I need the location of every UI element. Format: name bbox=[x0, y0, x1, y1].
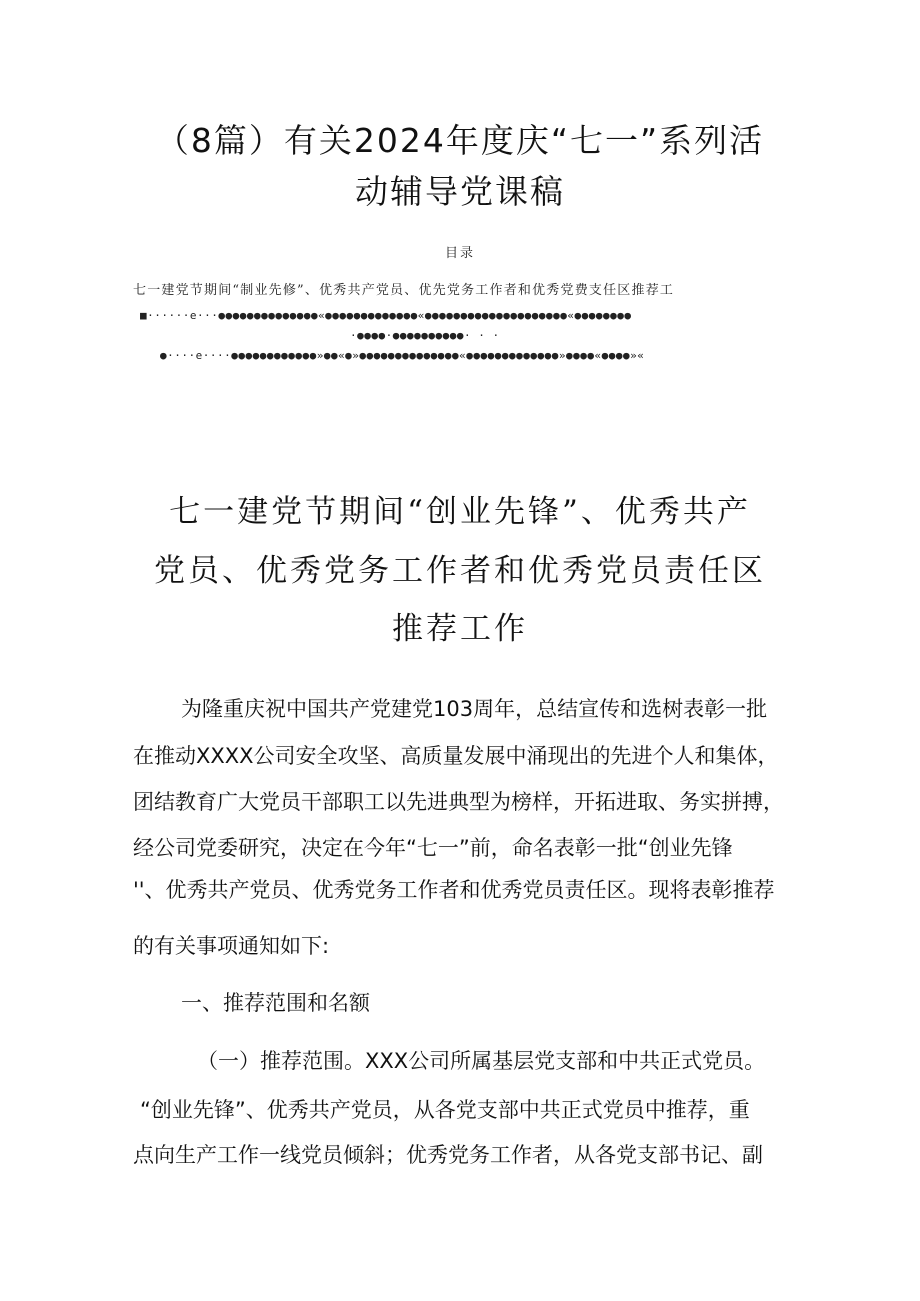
body-line-4: 经公司党委研究，决定在今年“七一”前，命名表彰一批“创业先锋 bbox=[133, 836, 733, 860]
body-line-7: （一）推荐范围。XXX公司所属基层党支部和中共正式党员。 bbox=[197, 1049, 766, 1073]
section-title-line-3: 推荐工作 bbox=[392, 611, 528, 647]
body-line-8: “创业先锋”、优秀共产党员，从各党支部中共正式党员中推荐，重 bbox=[140, 1098, 750, 1122]
body-line-3: 团结教育广大党员干部职工以先进典型为榜样，开拓进取、务实拼搏， bbox=[133, 790, 784, 814]
section-title-line-1: 七一建党节期间“创业先锋”、优秀共产 bbox=[169, 494, 751, 530]
body-line-5: ''、优秀共产党员、优秀党务工作者和优秀党员责任区。现将表彰推荐 bbox=[133, 878, 775, 902]
toc-leader-row-1: ■······e···●●●●●●●●●●●●●●«●●●●●●●●●●●●●«●●●●●●●●●●●●●●●●●●●●«●●●●●●●● bbox=[140, 309, 632, 322]
document-title-line-1: （8篇）有关2024年度庆“七一”系列活 bbox=[155, 121, 765, 160]
body-line-1: 为隆重庆祝中国共产党建党103周年，总结宣传和选树表彰一批 bbox=[181, 697, 768, 721]
body-line-6: 的有关事项通知如下: bbox=[133, 934, 330, 958]
body-line-9: 点向生产工作一线党员倾斜；优秀党务工作者，从各党支部书记、副 bbox=[133, 1143, 763, 1167]
toc-leader-row-2: ·●●●●·●●●●●●●●●●· · · bbox=[350, 329, 500, 342]
document-title-line-2: 动辅导党课稿 bbox=[355, 172, 565, 211]
toc-leader-row-3: ●····e····●●●●●●●●●●●●»●●«●»●●●●●●●●●●●●●●«●●●●●●●●●●●●●»●●●●«●●●●»« bbox=[160, 349, 645, 362]
toc-entry[interactable]: 七一建党节期间“制业先修”、优秀共产党员、优先党务工作者和优秀党费支任区推荐工 bbox=[133, 283, 675, 298]
body-line-2: 在推动XXXX公司安全攻坚、高质量发展中涌现出的先进个人和集体， bbox=[133, 744, 779, 768]
section-title-line-2: 党员、优秀党务工作者和优秀党员责任区 bbox=[154, 553, 766, 589]
toc-heading: 目录 bbox=[444, 246, 475, 261]
body-heading-1: 一、推荐范围和名额 bbox=[181, 991, 370, 1015]
